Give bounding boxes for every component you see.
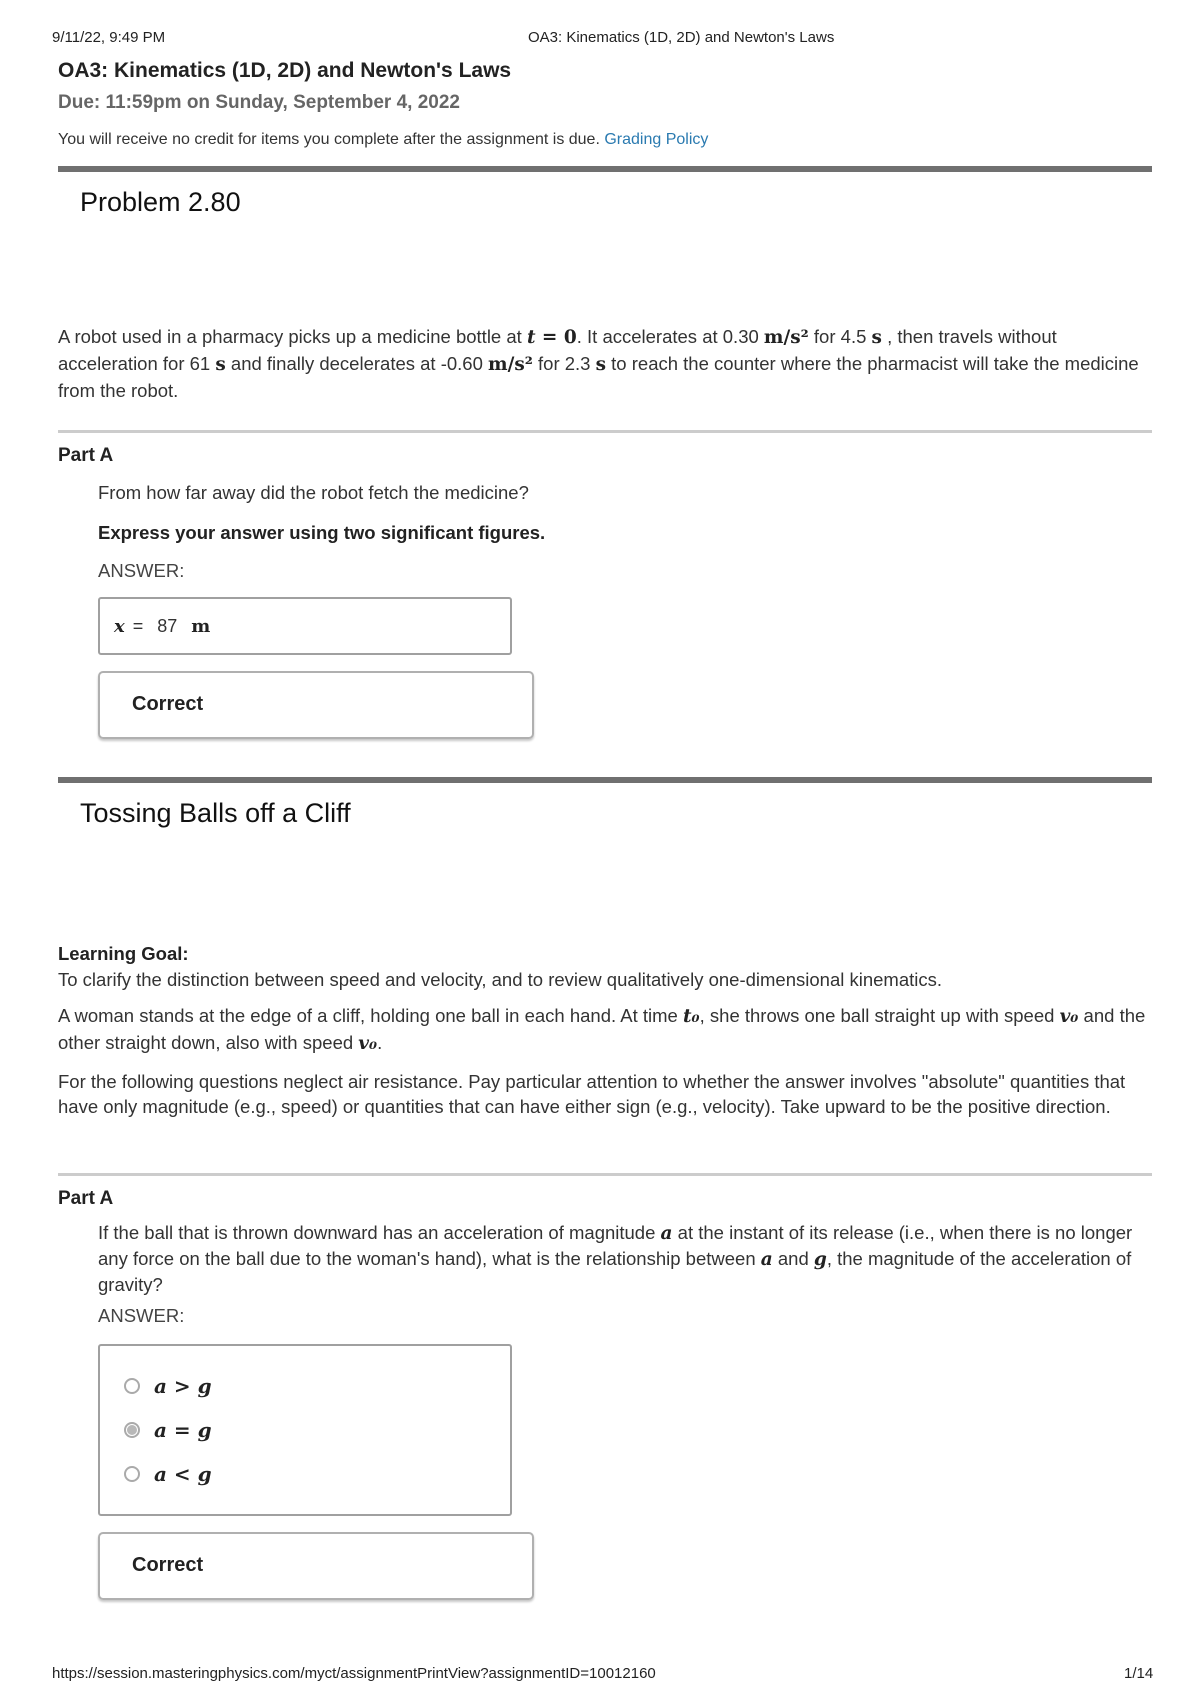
option-a-less-g[interactable]	[100, 1452, 510, 1496]
part-divider	[58, 430, 1152, 433]
answer-label: ANSWER:	[98, 1305, 185, 1326]
problem-statement: A robot used in a pharmacy picks up a medicine bottle at t = 0. It accelerates at 0.30 m/s² for 4.5 s , then travels without acceleration for 61 s and finally decelerates at -0.60 m/s² for 2.3 s to reach the counter where the pharmacist will take the medicine from the robot.	[58, 326, 1139, 401]
answer-equals: =	[132, 615, 144, 636]
part-a-body	[98, 479, 1152, 739]
print-date: 9/11/22, 9:49 PM	[52, 29, 166, 46]
part-a-title: Part A	[58, 445, 114, 466]
print-title: OA3: Kinematics (1D, 2D) and Newton's Laws	[528, 29, 835, 46]
part-divider	[58, 1173, 1152, 1176]
part-a-title: Part A	[58, 1188, 114, 1209]
option-a-greater-g[interactable]	[100, 1364, 510, 1408]
radio-button-selected[interactable]	[124, 1422, 140, 1438]
answer-unit: m	[191, 615, 211, 637]
learning-goal-label: Learning Goal:	[58, 943, 189, 964]
answer-variable: x	[114, 615, 125, 637]
learning-goal-text: To clarify the distinction between speed and velocity, and to review qualitatively one-dimensional kinematics.	[58, 969, 943, 990]
section-divider	[58, 777, 1152, 783]
assignment-title: OA3: Kinematics (1D, 2D) and Newton's Laws	[58, 59, 512, 82]
instructions-text: For the following questions neglect air resistance. Pay particular attention to whether the answer involves "absolute" quantities that have only magnitude (e.g., speed) or quantities that can have either sign (e.g., velocity). Take upward to be the positive direction.	[58, 1071, 1126, 1117]
option-label: a = g	[154, 1418, 212, 1442]
option-a-equal-g[interactable]	[100, 1408, 510, 1452]
grading-policy-link[interactable]: Grading Policy	[604, 131, 709, 148]
problem-title: Tossing Balls off a Cliff	[80, 798, 351, 828]
due-date: Due: 11:59pm on Sunday, September 4, 2022	[58, 92, 460, 113]
radio-button[interactable]	[124, 1466, 140, 1482]
assignment-content	[58, 56, 1152, 1600]
print-url: https://session.masteringphysics.com/myct/assignmentPrintView?assignmentID=10012160	[52, 1665, 656, 1682]
late-notice	[58, 128, 1152, 152]
part-a-question: If the ball that is thrown downward has an acceleration of magnitude a at the instant of its release (i.e., when there is no longer any force on the ball due to the woman's hand), what is the relationship between a and g, the magnitude of the acceleration of gravity?	[98, 1222, 1133, 1295]
answer-box	[98, 597, 512, 655]
scenario-text: A woman stands at the edge of a cliff, holding one ball in each hand. At time t₀, she throws one ball straight up with speed v₀ and the other straight down, also with speed v₀.	[58, 1005, 1146, 1054]
answer-value: 87	[157, 615, 178, 636]
section-divider	[58, 166, 1152, 172]
answer-label: ANSWER:	[98, 560, 185, 581]
answer-options-box	[98, 1344, 512, 1516]
page-number: 1/14	[1124, 1665, 1154, 1682]
learning-goal	[58, 941, 1152, 993]
part-a-instruction: Express your answer using two significant figures.	[98, 522, 546, 543]
part-a-question: From how far away did the robot fetch the medicine?	[98, 482, 529, 503]
radio-button[interactable]	[124, 1378, 140, 1394]
late-notice-text: You will receive no credit for items you complete after the assignment is due.	[58, 131, 600, 148]
option-label: a < g	[154, 1462, 212, 1486]
option-label: a > g	[154, 1374, 212, 1398]
result-box: Correct	[98, 671, 534, 739]
part-a-body	[98, 1220, 1152, 1600]
problem-title: Problem 2.80	[80, 187, 241, 217]
result-box: Correct	[98, 1532, 534, 1600]
